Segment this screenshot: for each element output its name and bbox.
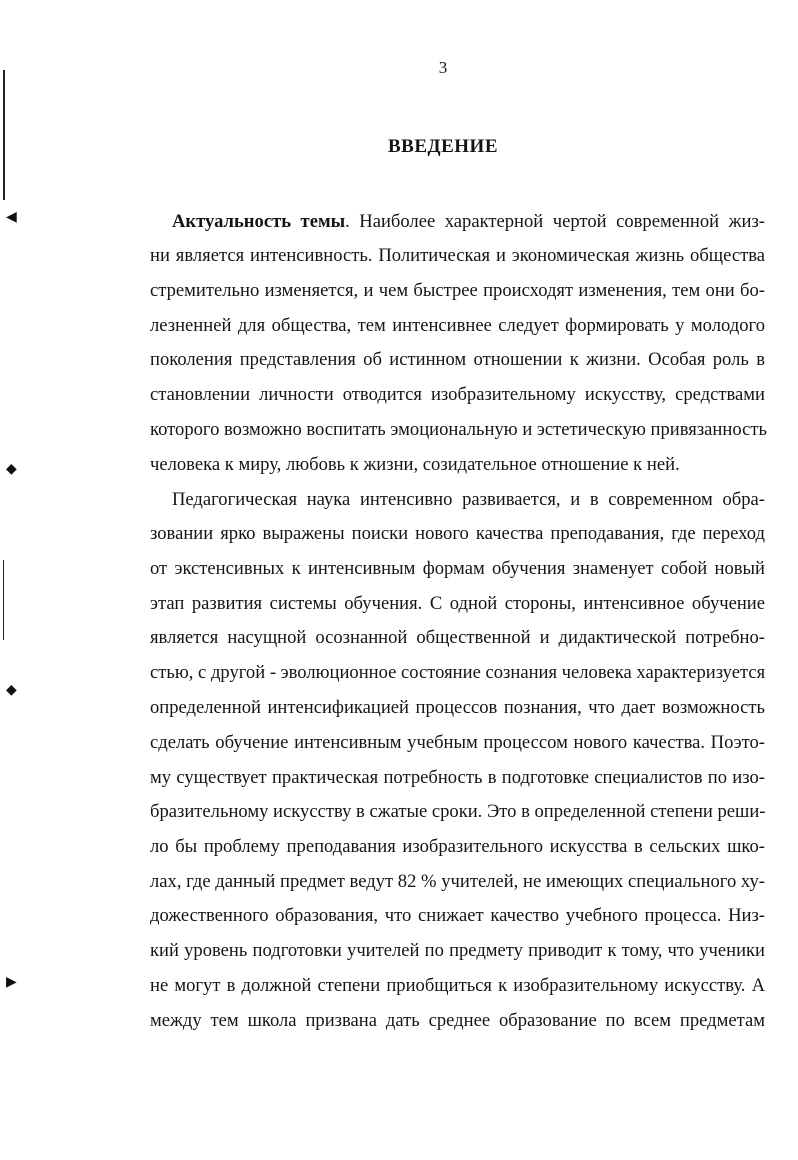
scan-edge-line <box>3 560 4 640</box>
text-line: лах, где данный предмет ведут 82 % учителей, не имеющих специального ху- <box>150 871 765 892</box>
text-line: бразительному искусству в сжатые сроки. Это в определенной степени реши- <box>150 801 766 822</box>
text-line: этап развития системы обучения. С одной стороны, интенсивное обучение <box>150 593 765 614</box>
text-line: от экстенсивных к интенсивным формам обучения знаменует собой новый <box>150 558 765 579</box>
scan-artifact-icon: ▶ <box>6 974 17 990</box>
scan-artifact-icon: ◆ <box>6 682 17 698</box>
text-line: поколения представления об истинном отношении к жизни. Особая роль в <box>150 349 765 370</box>
text-line: которого возможно воспитать эмоциональную и эстетическую привязанность <box>150 419 767 440</box>
text-line: является насущной осознанной общественной и дидактической потребно- <box>150 627 765 648</box>
section-heading: ВВЕДЕНИЕ <box>388 136 498 157</box>
text-line: определенной интенсификацией процессов познания, что дает возможность <box>150 697 765 718</box>
scan-artifact-icon: ◆ <box>6 461 17 477</box>
scan-artifact-icon: ◀ <box>6 209 17 225</box>
text-line: дожественного образования, что снижает качество учебного процесса. Низ- <box>150 905 765 926</box>
text-line: ни является интенсивность. Политическая и экономическая жизнь общества <box>150 245 765 266</box>
scan-edge-line <box>3 70 5 200</box>
text-line <box>172 210 765 234</box>
text-line: кий уровень подготовки учителей по предмету приводит к тому, что ученики <box>150 940 765 961</box>
text-line: лезненней для общества, тем интенсивнее следует формировать у молодого <box>150 315 765 336</box>
text-line: становлении личности отводится изобразительному искусству, средствами <box>150 384 765 405</box>
text-line: человека к миру, любовь к жизни, созидательное отношение к ней. <box>150 454 680 475</box>
text-line: ло бы проблему преподавания изобразительного искусства в сельских шко- <box>150 836 765 857</box>
text-line: стью, с другой - эволюционное состояние сознания человека характеризуется <box>150 662 766 683</box>
text-fragment: . Наиболее характерной чертой современной жиз- <box>345 211 765 232</box>
text-line: не могут в должной степени приобщиться к изобразительному искусству. А <box>150 975 765 996</box>
text-line: зовании ярко выражены поиски нового качества преподавания, где переход <box>150 523 765 544</box>
text-line: Педагогическая наука интенсивно развивается, и в современном обра- <box>172 489 765 510</box>
lead-term: Актуальность темы <box>172 211 346 232</box>
text-line: сделать обучение интенсивным учебным процессом нового качества. Поэто- <box>150 732 765 753</box>
page-number: 3 <box>438 58 448 77</box>
text-line: между тем школа призвана дать среднее образование по всем предметам <box>150 1010 765 1031</box>
text-line: му существует практическая потребность в подготовке специалистов по изо- <box>150 767 765 788</box>
text-line: стремительно изменяется, и чем быстрее происходят изменения, тем они бо- <box>150 280 765 301</box>
